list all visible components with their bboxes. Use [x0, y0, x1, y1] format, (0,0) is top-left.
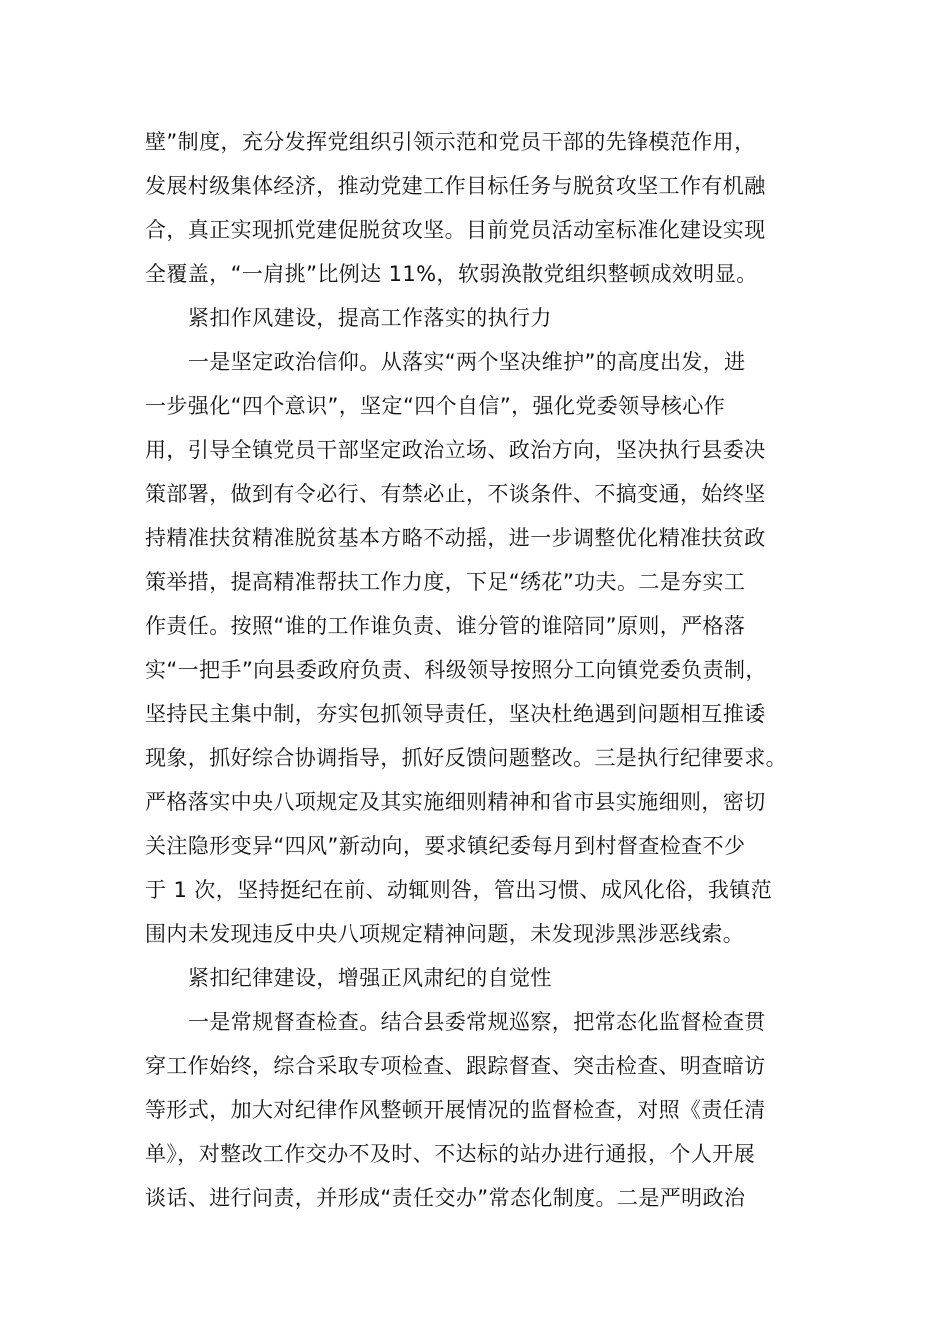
body-text-line: 策举措，提高精准帮扶工作力度，下足“绣花”功夫。二是夯实工 [145, 570, 746, 594]
body-text-line: 穿工作始终，综合采取专项检查、跟踪督查、突击检查、明查暗访 [145, 1054, 766, 1078]
body-text-line: 谈话、进行问责，并形成“责任交办”常态化制度。二是严明政治 [145, 1186, 746, 1210]
paragraph-first-line: 一是坚定政治信仰。从落实“两个坚决维护”的高度出发，进 [188, 350, 746, 374]
section-heading: 紧扣纪律建设，增强正风肃纪的自觉性 [188, 966, 552, 990]
body-text-line: 作责任。按照“谁的工作谁负责、谁分管的谁陪同”原则，严格落 [145, 614, 746, 638]
body-text-line: 等形式，加大对纪律作风整顿开展情况的监督检查，对照《责任清 [145, 1098, 766, 1122]
body-text-line: 坚持民主集中制，夯实包抓领导责任，坚决杜绝遇到问题相互推诿 [145, 702, 766, 726]
body-text-line: 一步强化“四个意识”，坚定“四个自信”，强化党委领导核心作 [145, 394, 726, 418]
body-text-line: 壁”制度，充分发挥党组织引领示范和党员干部的先锋模范作用， [145, 130, 756, 154]
paragraph-first-line: 一是常规督查检查。结合县委常规巡察，把常态化监督检查贯 [188, 1010, 766, 1034]
body-text-line: 用，引导全镇党员干部坚定政治立场、政治方向，坚决执行县委决 [145, 438, 766, 462]
section-heading: 紧扣作风建设，提高工作落实的执行力 [188, 306, 552, 330]
body-text-line: 策部署，做到有令必行、有禁必止，不谈条件、不搞变通，始终坚 [145, 482, 766, 506]
body-text-line: 单》，对整改工作交办不及时、不达标的站办进行通报，个人开展 [145, 1142, 756, 1166]
body-text-line: 发展村级集体经济，推动党建工作目标任务与脱贫攻坚工作有机融 [145, 174, 766, 198]
body-text-line: 实“一把手”向县委政府负责、科级领导按照分工向镇党委负责制， [145, 658, 767, 682]
body-text-line: 全覆盖，“一肩挑”比例达 11%，软弱涣散党组织整顿成效明显。 [145, 262, 758, 286]
body-text-line: 关注隐形变异“四风”新动向，要求镇纪委每月到村督查检查不少 [145, 834, 746, 858]
body-text-line: 合，真正实现抓党建促脱贫攻坚。目前党员活动室标准化建设实现 [145, 218, 766, 242]
body-text-line: 围内未发现违反中央八项规定精神问题，未发现涉黑涉恶线索。 [145, 922, 745, 946]
body-text-line: 于 1 次，坚持挺纪在前、动辄则咎，管出习惯、成风化俗，我镇范 [145, 878, 773, 902]
body-text-line: 持精准扶贫精准脱贫基本方略不动摇，进一步调整优化精准扶贫政 [145, 526, 766, 550]
body-text-line: 严格落实中央八项规定及其实施细则精神和省市县实施细则，密切 [145, 790, 766, 814]
body-text-line: 现象，抓好综合协调指导，抓好反馈问题整改。三是执行纪律要求。 [145, 746, 787, 770]
